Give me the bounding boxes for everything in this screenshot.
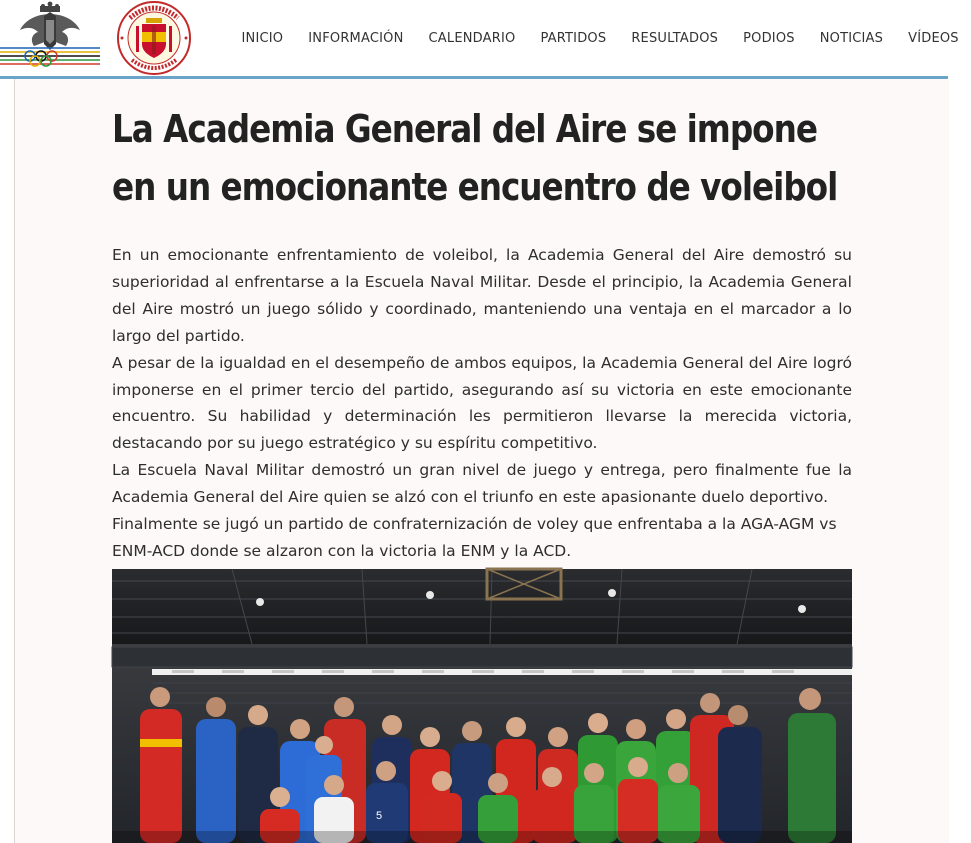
article-paragraph-2: A pesar de la igualdad en el desempeño de ambos equipos, la Academia General del Aire logró imponerse en el primer tercio del partido, asegurando así su victoria en este emocionante encuentro. Su habilidad y determinación les permitieron llevarse la merecida victoria, destacando por su juego estratégico y su espíritu competitivo. bbox=[112, 353, 852, 453]
nav-resultados[interactable]: RESULTADOS bbox=[631, 30, 719, 46]
nav-partidos[interactable]: PARTIDOS bbox=[540, 30, 607, 46]
svg-text:5: 5 bbox=[376, 810, 383, 822]
team-group-photo[interactable] bbox=[112, 569, 852, 843]
nav-videos[interactable]: VÍDEOS bbox=[908, 30, 959, 46]
eagle-logo[interactable] bbox=[0, 0, 104, 76]
nav-calendario[interactable]: CALENDARIO bbox=[428, 30, 516, 46]
main-nav bbox=[229, 26, 971, 50]
nav-podios[interactable]: PODIOS bbox=[743, 30, 795, 46]
article-paragraph-4: Finalmente se jugó un partido de confraternización de voley que enfrentaba a la AGA-AGM vs ENM-ACD donde se alzaron con la victoria la ENM y la ACD. bbox=[112, 515, 837, 560]
nav-inicio[interactable]: INICIO bbox=[241, 30, 284, 46]
nav-noticias[interactable]: NOTICIAS bbox=[819, 30, 884, 46]
article-paragraph-1: En un emocionante enfrentamiento de voleibol, la Academia General del Aire demostró su superioridad al enfrentarse a la Escuela Naval Militar. Desde el principio, la Academia General del Aire mostró un juego sólido y coordinado, manteniendo una ventaja en el marcador a lo largo del partido. bbox=[112, 246, 852, 345]
article-body bbox=[112, 242, 852, 565]
nav-informacion[interactable]: INFORMACIÓN bbox=[308, 30, 404, 46]
site-header bbox=[0, 0, 959, 76]
cdm-seal-logo[interactable] bbox=[108, 0, 200, 76]
article-paragraph-3: La Escuela Naval Militar demostró un gran nivel de juego y entrega, pero finalmente fue la Academia General del Aire quien se alzó con el triunfo en este apasionante duelo deportivo. bbox=[112, 461, 852, 507]
article-title: La Academia General del Aire se impone en un emocionante encuentro de voleibol bbox=[112, 107, 838, 209]
